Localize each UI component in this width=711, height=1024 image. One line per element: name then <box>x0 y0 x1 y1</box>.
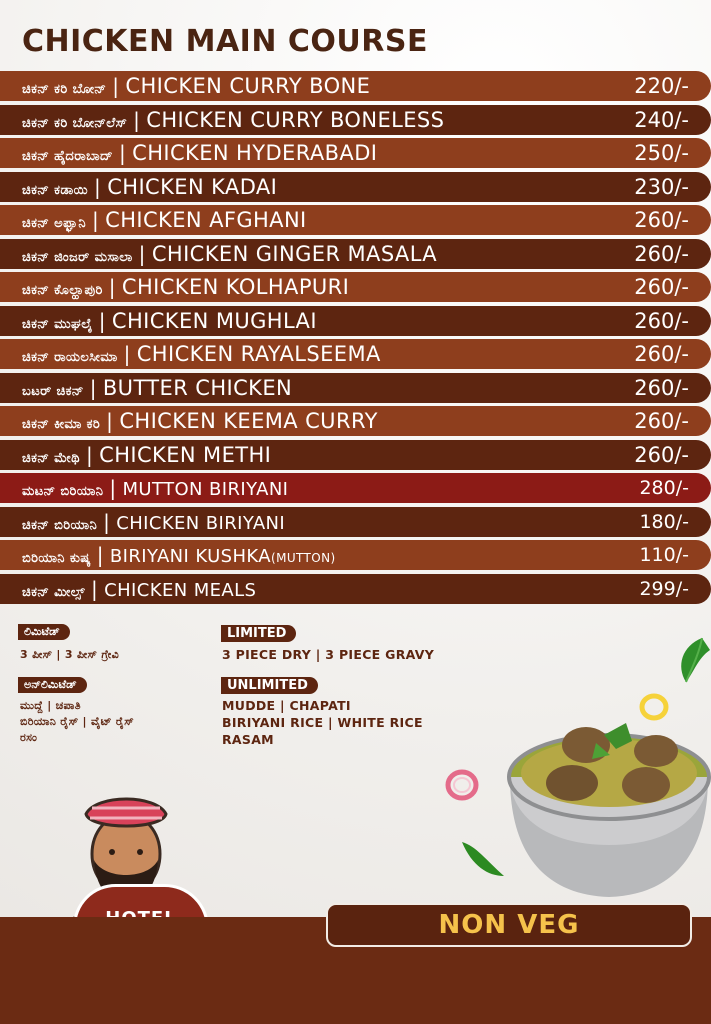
item-subtext: (MUTTON) <box>271 551 336 565</box>
menu-row <box>0 507 711 537</box>
item-name-en: MUTTON BIRIYANI <box>122 479 289 500</box>
item-separator: | <box>108 275 116 299</box>
unlimited-text <box>222 697 423 748</box>
menu-row <box>0 440 711 470</box>
item-price: 220/- <box>634 74 689 98</box>
menu-item-name <box>22 510 285 534</box>
item-separator: | <box>85 442 94 467</box>
unlimited-label-kn: ಅನ್‌ಲಿಮಿಟೆಡ್ <box>18 677 87 693</box>
limited-label-kn: ಲಿಮಿಟೆಡ್ <box>18 624 70 640</box>
unlimited-line-3: RASAM <box>222 732 274 747</box>
item-separator: | <box>112 74 120 98</box>
biriyani-bowl-image <box>506 705 711 905</box>
unlimited-line-2: BIRIYANI RICE | WHITE RICE <box>222 715 423 730</box>
item-name-en: CHICKEN KOLHAPURI <box>121 275 350 299</box>
item-separator: | <box>89 375 97 400</box>
item-name-en: CHICKEN CURRY BONE <box>125 74 371 98</box>
item-name-en: BIRIYANI KUSHKA <box>109 546 272 567</box>
menu-row <box>0 373 711 403</box>
item-name-en: CHICKEN MUGHLAI <box>111 308 317 333</box>
item-name-kn: ಚಿಕನ್ ಕಡಾಯಿ <box>22 182 89 198</box>
menu-item-name <box>22 476 288 500</box>
menu-row <box>0 172 711 202</box>
limited-text-kn: 3 ಪೀಸ್ | 3 ಪೀಸ್ ಗ್ರೇವಿ <box>20 648 120 661</box>
menu-row <box>0 138 711 168</box>
unlimited-kn-line-3: ರಸಂ <box>20 731 38 744</box>
item-separator: | <box>92 208 100 232</box>
item-price: 260/- <box>634 442 689 467</box>
menu-item-name <box>22 208 307 232</box>
item-separator: | <box>133 107 141 132</box>
menu-item-name <box>22 175 277 199</box>
item-name-kn: ಚಿಕನ್ ಮುಘಲೈ <box>22 316 93 332</box>
item-separator: | <box>106 409 114 433</box>
menu-item-name <box>22 108 444 132</box>
item-name-kn: ಚಿಕನ್ ಕರಿ ಬೋನ್ <box>22 82 107 97</box>
menu-list <box>0 71 711 607</box>
menu-row <box>0 239 711 269</box>
item-price: 180/- <box>639 510 689 533</box>
menu-row <box>0 306 711 336</box>
item-name-kn: ಚಿಕನ್ ಜಿಂಜರ್ ಮಸಾಲಾ <box>22 249 133 265</box>
page-title: CHICKEN MAIN COURSE <box>22 24 428 59</box>
menu-row <box>0 406 711 436</box>
menu-row <box>0 272 711 302</box>
item-name-kn: ಚಿಕನ್ ಹೈದರಾಬಾದ್ <box>22 149 113 164</box>
onion-ring-icon <box>443 767 481 803</box>
item-name-en: CHICKEN RAYALSEEMA <box>136 342 381 366</box>
item-separator: | <box>94 174 102 199</box>
item-name-en: CHICKEN AFGHANI <box>105 208 307 232</box>
item-price: 260/- <box>634 208 689 232</box>
item-separator: | <box>138 241 146 266</box>
item-name-kn: ಚಿಕನ್ ಮೀಲ್ಸ್ <box>22 584 86 600</box>
item-price: 299/- <box>639 577 689 600</box>
item-name-en: CHICKEN KADAI <box>107 174 278 199</box>
chili-piece-icon <box>458 836 508 882</box>
item-price: 260/- <box>634 375 689 400</box>
item-price: 260/- <box>634 409 689 433</box>
item-separator: | <box>118 141 127 165</box>
item-price: 260/- <box>634 275 689 299</box>
item-name-en: BUTTER CHICKEN <box>102 375 293 400</box>
item-name-kn: ಚಿಕನ್ ಮೇಥಿ <box>22 450 80 466</box>
menu-item-name <box>22 141 377 165</box>
item-separator: | <box>91 576 99 601</box>
menu-item-name <box>22 74 370 98</box>
menu-item-name <box>22 275 349 299</box>
item-separator: | <box>98 308 106 333</box>
unlimited-label: UNLIMITED <box>221 677 318 694</box>
item-name-en: CHICKEN BIRIYANI <box>116 512 286 534</box>
item-name-en: CHICKEN CURRY BONELESS <box>146 107 445 132</box>
menu-row <box>0 473 711 503</box>
item-separator: | <box>103 509 111 534</box>
menu-item-name <box>22 309 317 333</box>
item-name-kn: ಚಿಕನ್ ಕೀಮಾ ಕರಿ <box>22 417 101 432</box>
item-price: 240/- <box>634 107 689 132</box>
item-separator: | <box>109 476 117 500</box>
limited-label: LIMITED <box>221 625 296 642</box>
menu-item-name <box>22 376 292 400</box>
menu-row <box>0 540 711 570</box>
item-name-en: CHICKEN MEALS <box>104 579 257 601</box>
limited-text: 3 PIECE DRY | 3 PIECE GRAVY <box>222 647 435 662</box>
item-name-en: CHICKEN KEEMA CURRY <box>119 409 378 433</box>
menu-row <box>0 205 711 235</box>
item-price: 250/- <box>634 141 689 165</box>
item-name-kn: ಬಟರ್ ಚಿಕನ್ <box>22 383 84 399</box>
unlimited-kn-line-2: ಬಿರಿಯಾನಿ ರೈಸ್ | ವೈಟ್ ರೈಸ್ <box>20 715 134 728</box>
menu-item-name <box>22 577 256 601</box>
item-separator: | <box>123 342 131 366</box>
item-price: 280/- <box>639 477 689 499</box>
unlimited-kn-line-1: ಮುದ್ದೆ | ಚಪಾತಿ <box>20 699 81 712</box>
menu-item-name <box>22 543 336 567</box>
unlimited-text-kn <box>20 698 134 746</box>
item-name-en: CHICKEN GINGER MASALA <box>151 241 438 266</box>
item-price: 260/- <box>634 342 689 366</box>
non-veg-badge: NON VEG <box>326 903 692 947</box>
item-name-kn: ಚಿಕನ್ ಕರಿ ಬೋನ್‌ಲೆಸ್ <box>22 115 128 131</box>
item-name-kn: ಚಿಕನ್ ಕೊಲ್ಹಾಪುರಿ <box>22 283 103 298</box>
menu-item-name <box>22 409 378 433</box>
item-price: 110/- <box>639 544 689 566</box>
item-name-kn: ಬಿರಿಯಾನಿ ಕುಷ್ಕ <box>22 551 91 566</box>
item-name-kn: ಚಿಕನ್ ಅಫ್ಘಾನಿ <box>22 216 86 231</box>
menu-row <box>0 71 711 101</box>
menu-row <box>0 574 711 604</box>
item-name-kn: ಚಿಕನ್ ರಾಯಲಸೀಮಾ <box>22 350 118 365</box>
item-name-en: CHICKEN METHI <box>99 442 272 467</box>
item-price: 260/- <box>634 308 689 333</box>
item-separator: | <box>96 543 104 567</box>
menu-row <box>0 339 711 369</box>
menu-item-name <box>22 242 437 266</box>
item-name-kn: ಚಿಕನ್ ಬಿರಿಯಾನಿ <box>22 517 98 533</box>
unlimited-line-1: MUDDE | CHAPATI <box>222 698 351 713</box>
green-chili-icon <box>672 636 711 686</box>
menu-row <box>0 105 711 135</box>
item-name-en: CHICKEN HYDERABADI <box>132 141 378 165</box>
menu-item-name <box>22 443 271 467</box>
item-price: 230/- <box>634 174 689 199</box>
item-price: 260/- <box>634 241 689 266</box>
item-name-kn: ಮಟನ್ ಬಿರಿಯಾನಿ <box>22 484 104 499</box>
menu-item-name <box>22 342 381 366</box>
